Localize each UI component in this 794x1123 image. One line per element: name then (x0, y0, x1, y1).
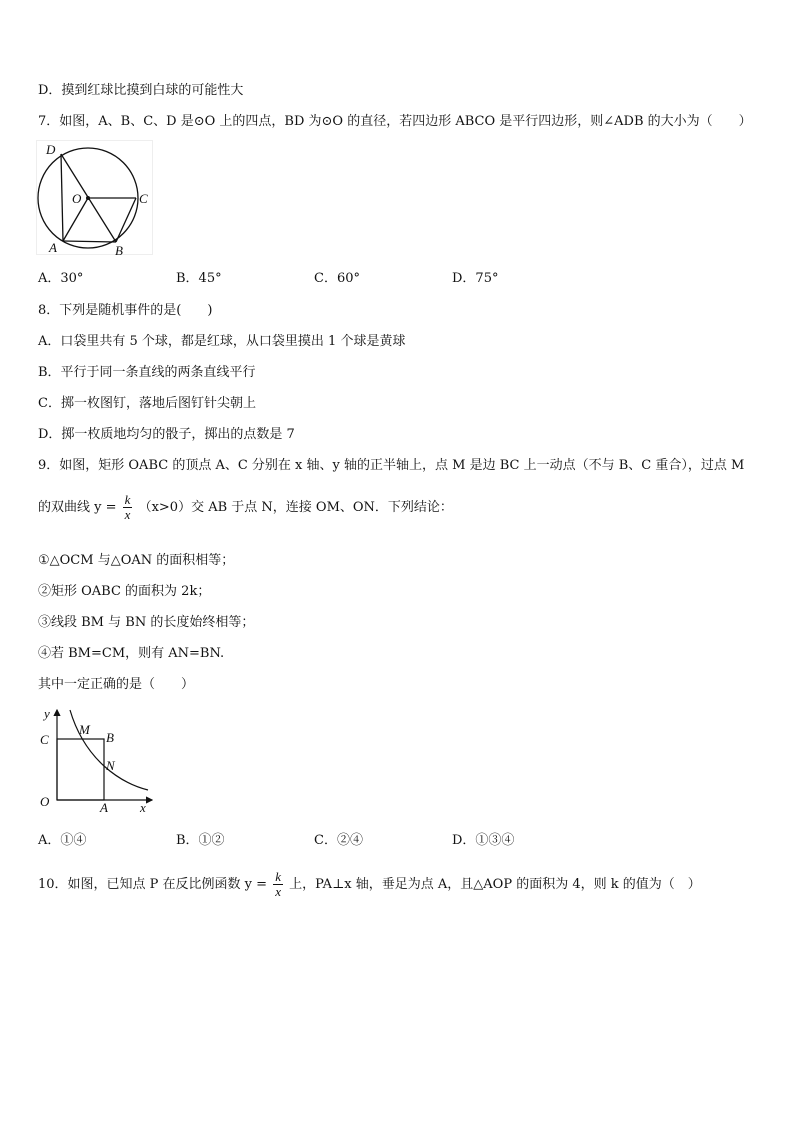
q8-stem: 8．下列是随机事件的是( ) (38, 303, 213, 318)
q9-option-c: C．②④ (314, 833, 363, 848)
q9-stem-part2 (38, 493, 453, 523)
q7-option-b: B．45° (176, 271, 222, 286)
q9-frac-numerator: k (124, 492, 131, 507)
label-a: A (49, 240, 57, 255)
label-d: D (46, 142, 56, 157)
q9-conclusion-3: ③线段 BM 与 BN 的长度始终相等； (38, 615, 255, 630)
label-x: x (140, 800, 146, 815)
q8-option-b: B．平行于同一条直线的两条直线平行 (38, 365, 256, 380)
label-o: O (40, 794, 50, 809)
q7-stem: 7．如图，A、B、C、D 是⊙O 上的四点，BD 为⊙O 的直径，若四边形 ABCO 是平行四边形，则∠ADB 的大小为（ ） (38, 114, 752, 129)
label-a: A (100, 800, 108, 815)
q10-frac-denominator: x (275, 884, 281, 899)
q9-option-a: A．①④ (38, 833, 87, 848)
q8-option-a: A．口袋里共有 5 个球，都是红球，从口袋里摸出 1 个球是黄球 (38, 334, 406, 349)
label-m: M (79, 722, 90, 737)
q9-question: 其中一定正确的是（ ） (38, 677, 195, 692)
q9-frac-denominator: x (124, 507, 131, 522)
label-b: B (115, 243, 123, 258)
q9-hyperbola-figure (34, 704, 160, 816)
q10-stem-before: 10．如图，已知点 P 在反比例函数 y = (38, 877, 268, 892)
q9-option-d: D．①③④ (452, 833, 515, 848)
q10-stem (38, 870, 701, 900)
q8-option-d: D．掷一枚质地均匀的骰子，掷出的点数是 7 (38, 427, 295, 442)
label-n: N (106, 758, 115, 773)
q7-circle-figure (36, 140, 156, 260)
q9-conclusion-4: ④若 BM=CM，则有 AN=BN. (38, 646, 225, 661)
q9-stem-part1: 9．如图，矩形 OABC 的顶点 A、C 分别在 x 轴、y 轴的正半轴上，点 M 是边 BC 上一动点（不与 B、C 重合），过点 M (38, 458, 745, 473)
q9-stem-part2-after: （x>0）交 AB 于点 N，连接 OM、ON．下列结论： (138, 500, 453, 515)
q7-option-c: C．60° (314, 271, 360, 286)
label-y: y (44, 706, 50, 721)
q10-frac-numerator: k (275, 869, 281, 884)
q10-stem-after: 上，PA⊥x 轴，垂足为点 A，且△AOP 的面积为 4，则 k 的值为（ ） (289, 877, 701, 892)
q10-fraction (273, 870, 283, 899)
label-o: O (72, 191, 82, 206)
q9-fraction (123, 493, 133, 522)
label-b: B (106, 730, 114, 745)
q6-option-d: D．摸到红球比摸到白球的可能性大 (38, 83, 244, 98)
q9-conclusion-2: ②矩形 OABC 的面积为 2k； (38, 584, 211, 599)
q9-conclusion-1: ①△OCM 与△OAN 的面积相等； (38, 553, 235, 568)
q9-option-b: B．①② (176, 833, 225, 848)
q9-stem-part2-before: 的双曲线 y = (38, 500, 117, 515)
q8-option-c: C．掷一枚图钉，落地后图钉针尖朝上 (38, 396, 256, 411)
label-c: C (40, 732, 49, 747)
q7-option-a: A．30° (38, 271, 84, 286)
q7-option-d: D．75° (452, 271, 499, 286)
label-c: C (139, 191, 148, 206)
